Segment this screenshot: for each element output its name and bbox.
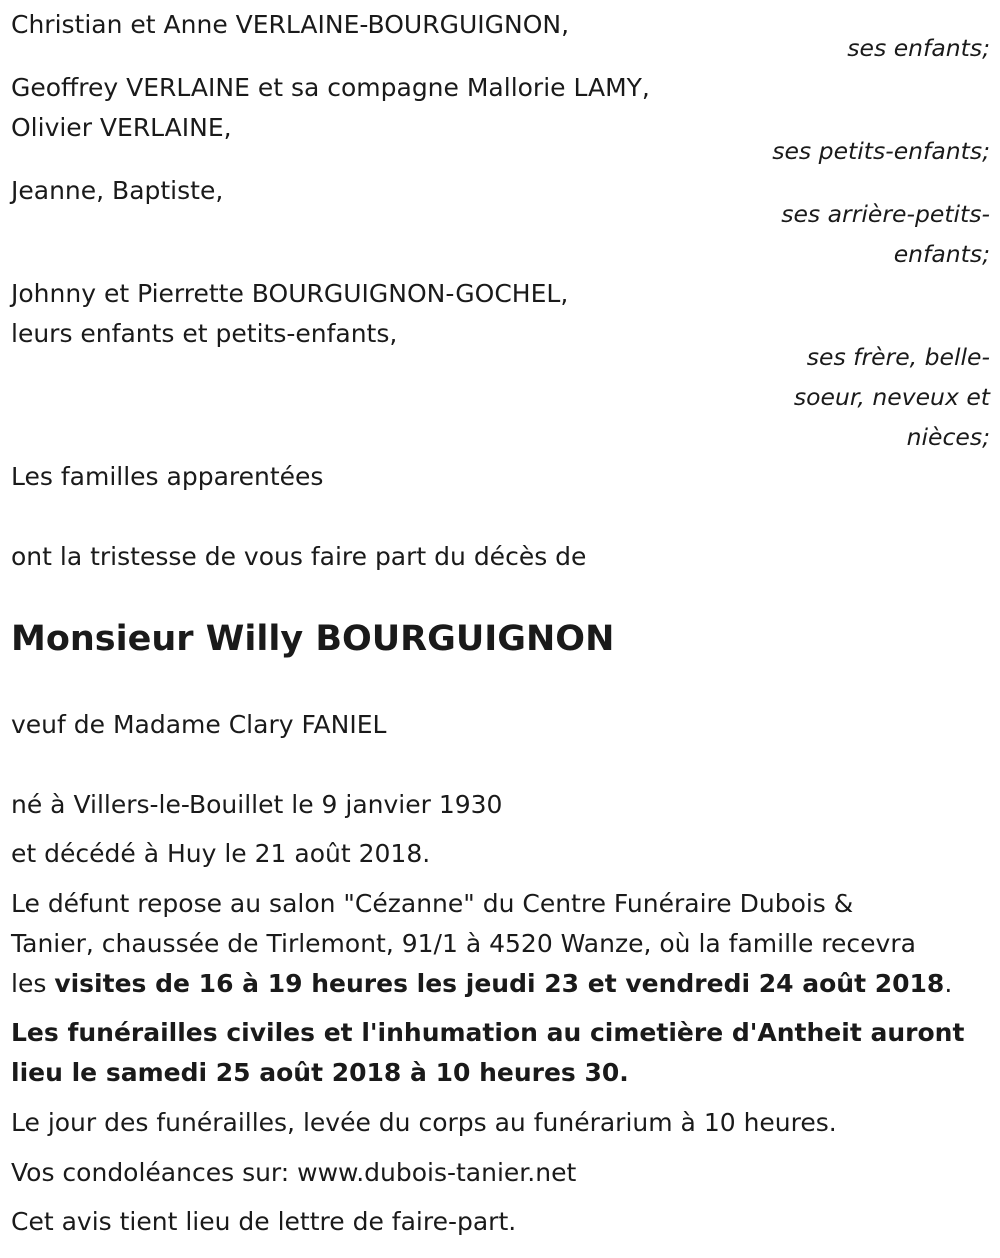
funeral-line2: lieu le samedi 25 août 2018 à 10 heures 30. — [11, 1058, 629, 1087]
visits-hours: visites de 16 à 19 heures les jeudi 23 et vendredi 24 août 2018 — [54, 969, 945, 998]
grandchildren-names-line1: Geoffrey VERLAINE et sa compagne Mallorie LAMY, — [11, 73, 650, 102]
rest-location-line1: Le défunt repose au salon "Cézanne" du Centre Funéraire Dubois & — [11, 889, 854, 918]
great-grandchildren-names: Jeanne, Baptiste, — [11, 176, 224, 205]
grandchildren-names-line2: Olivier VERLAINE, — [11, 113, 232, 142]
children-names: Christian et Anne VERLAINE-BOURGUIGNON, — [11, 10, 570, 39]
siblings-role-line1: ses frère, belle- — [806, 343, 990, 371]
great-grandchildren-role-line2: enfants; — [893, 240, 990, 268]
death-line: et décédé à Huy le 21 août 2018. — [11, 839, 431, 868]
related-families: Les familles apparentées — [11, 462, 324, 491]
grandchildren-role: ses petits-enfants; — [772, 137, 990, 165]
siblings-names-line2: leurs enfants et petits-enfants, — [11, 319, 398, 348]
widower-line: veuf de Madame Clary FANIEL — [11, 710, 387, 739]
levee-line: Le jour des funérailles, levée du corps au funérarium à 10 heures. — [11, 1108, 837, 1137]
notice-line: Cet avis tient lieu de lettre de faire-part. — [11, 1207, 517, 1236]
visits-prefix: les — [11, 969, 55, 998]
great-grandchildren-role-line1: ses arrière-petits- — [781, 200, 990, 228]
funeral-line1: Les funérailles civiles et l'inhumation au cimetière d'Antheit auront — [11, 1018, 965, 1047]
visits-line — [11, 964, 952, 1004]
siblings-names-line1: Johnny et Pierrette BOURGUIGNON-GOCHEL, — [11, 279, 569, 308]
deceased-name: Monsieur Willy BOURGUIGNON — [11, 619, 615, 659]
visits-suffix: . — [944, 969, 953, 998]
siblings-role-line2: soeur, neveux et — [793, 383, 990, 411]
birth-line: né à Villers-le-Bouillet le 9 janvier 1930 — [11, 790, 503, 819]
rest-location-line2: Tanier, chaussée de Tirlemont, 91/1 à 4520 Wanze, où la famille recevra — [11, 929, 916, 958]
siblings-role-line3: nièces; — [906, 423, 990, 451]
announcement-intro: ont la tristesse de vous faire part du décès de — [11, 542, 587, 571]
children-role: ses enfants; — [847, 34, 990, 62]
condolences-line: Vos condoléances sur: www.dubois-tanier.net — [11, 1158, 577, 1187]
